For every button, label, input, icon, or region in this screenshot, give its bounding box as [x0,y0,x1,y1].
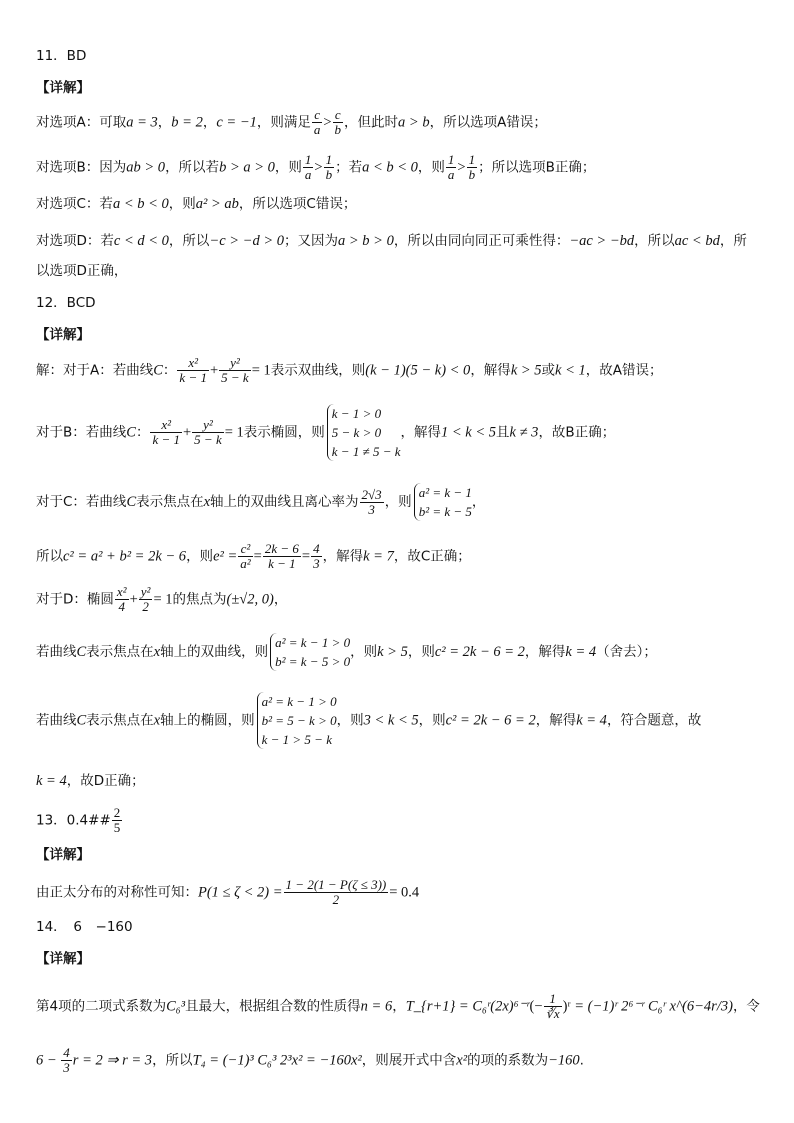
q13-answer: 13．0.4## $\frac{2}{5}$ [36,805,121,835]
system-brace: a² = k − 1 b² = k − 5 [414,483,472,521]
q14-line1: 第4项的二项式系数为C₆³且最大，根据组合数的性质得n = 6，T_{r+1} = C₆ʳ(2x)⁶⁻ʳ(− $\frac{1}{∛x}$ )ʳ = (−1)ʳ 2⁶⁻ʳ C₆ʳ x^(6−4r/3)，令 [36,991,760,1021]
system-brace: a² = k − 1 > 0 b² = k − 5 > 0 [270,633,350,671]
q12-part-b: 对于B：若曲线C： $\frac{\text{x²}}{k - 1}$ + $\frac{\text{y²}}{5 - k}$ = 1表示椭圆，则 k − 1 > 0 5 − k > 0 k − 1 ≠ 5 − k ，解得1 < k < 5且k ≠ 3，故B正确； [36,406,616,459]
q12-heading: 【详解】 [36,327,90,343]
q11-heading: 【详解】 [36,80,90,96]
q11-option-c: 对选项C：若a < b < 0，则a² > ab，所以选项C错误； [36,196,357,212]
q14-answer: 14． 6 −160 [36,919,133,935]
q14-line2: 6 − $\frac{4}{3}$ r = 2 ⇒ r = 3，所以T₄ = (−1)³ C₆³ 2³x² = −160x²，则展开式中含x²的项的系数为−160. [36,1045,584,1075]
q12-part-a: 解：对于A：若曲线C： $\frac{\text{x²}}{k - 1}$ + $\frac{\text{y²}}{5 - k}$ = 1表示双曲线，则(k − 1)(5 − k) < 0，解得k > 5或k < 1，故A错误； [36,355,663,385]
q12-part-d-conclusion: k = 4，故D正确； [36,773,145,789]
system-brace: a² = k − 1 > 0 b² = 5 − k > 0 k − 1 > 5 − k [257,692,337,749]
q12-part-c-cont: 所以c² = a² + b² = 2k − 6，则e² = $\frac{\text{c²}}{\text{a²}}$ = $\frac{2k - 6}{k - 1}$ = $\frac{4}{3}$ ，解得k = 7，故C正确； [36,541,471,571]
q11-answer: 11．BD [36,48,87,64]
q12-answer: 12．BCD [36,295,96,311]
q14-heading: 【详解】 [36,951,90,967]
q12-part-c: 对于C：若曲线C表示焦点在x轴上的双曲线且离心率为 $\frac{2√3}{3}$ ，则 a² = k − 1 b² = k − 5 ， [36,485,486,519]
q13-solution: 由正太分布的对称性可知：P(1 ≤ ζ < 2) = $\frac{1 - 2(1 - P(\zeta \le 3))}{2}$ = 0.4 [36,877,420,907]
q12-part-d-ellipse: 若曲线C表示焦点在x轴上的椭圆，则 a² = k − 1 > 0 b² = 5 − k > 0 k − 1 > 5 − k ，则3 < k < 5，则c² = 2k − 6 = 2，解得k = 4，符合题意，故 [36,694,702,747]
q12-part-d: 对于D：椭圆 $\frac{\text{x²}}{4}$ + $\frac{\text{y²}}{2}$ = 1的焦点为(±√2, 0)， [36,584,288,614]
q11-option-b: 对选项B：因为ab > 0，所以若b > a > 0，则 $\frac{1}{a}$ > $\frac{1}{b}$ ；若a < b < 0，则 $\frac{1}{a}$ > $\frac{1}{b}$ ；所以选项B正确； [36,152,596,182]
q12-part-d-hyperbola: 若曲线C表示焦点在x轴上的双曲线，则 a² = k − 1 > 0 b² = k − 5 > 0 ，则k > 5，则c² = 2k − 6 = 2，解得k = 4（舍去）； [36,635,657,669]
q11-option-d-cont: 以选项D正确， [36,263,128,279]
q13-heading: 【详解】 [36,847,90,863]
q11-option-d: 对选项D：若c < d < 0，所以−c > −d > 0；又因为a > b > 0，所以由同向同正可乘性得：−ac > −bd，所以ac < bd，所 [36,233,747,249]
q11-option-a: 对选项A：可取a = 3，b = 2，c = −1，则满足 $\frac{c}{a}$ > $\frac{c}{b}$ ，但此时a > b，所以选项A错误； [36,107,547,137]
system-brace: k − 1 > 0 5 − k > 0 k − 1 ≠ 5 − k [327,404,401,461]
